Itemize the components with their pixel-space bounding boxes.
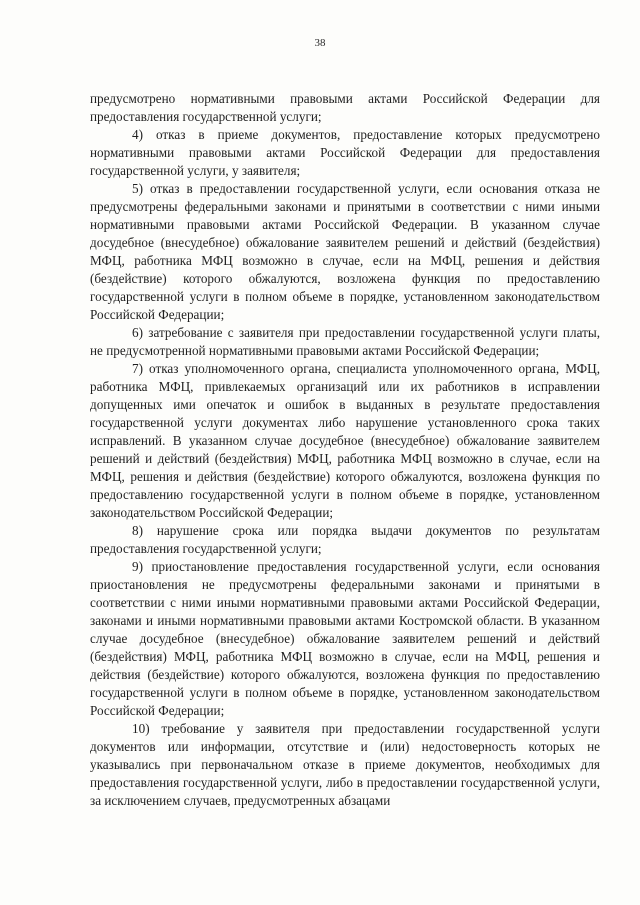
paragraph: 5) отказ в предоставлении государственной услуги, если основания отказа не предусмотрены федеральными законами и принятыми в соответствии с ними иными нормативными правовыми актами Российской Федерации. В указанном случае досудебное (внесудебное) обжалование заявителем решений и действий (бездействия) МФЦ, работника МФЦ возможно в случае, если на МФЦ, решения и действия (бездействие) которого обжалуются, возложена функция по предоставлению государственной услуги в полном объеме в порядке, установленном законодательством Российской Федерации; bbox=[90, 181, 600, 322]
body-text bbox=[90, 90, 600, 810]
paragraph: предусмотрено нормативными правовыми актами Российской Федерации для предоставления государственной услуги; bbox=[90, 91, 600, 124]
paragraph: 4) отказ в приеме документов, предоставление которых предусмотрено нормативными правовыми актами Российской Федерации для предоставления государственной услуги, у заявителя; bbox=[90, 127, 600, 178]
paragraph: 6) затребование с заявителя при предоставлении государственной услуги платы, не предусмотренной нормативными правовыми актами Российской Федерации; bbox=[90, 325, 600, 358]
paragraph: 9) приостановление предоставления государственной услуги, если основания приостановления не предусмотрены федеральными законами и принятыми в соответствии с ними иными нормативными правовыми актами Российской Федерации, законами и иными нормативными правовыми актами Костромской области. В указанном случае досудебное (внесудебное) обжалование заявителем решений и действий (бездействия) МФЦ, работника МФЦ возможно в случае, если на МФЦ, решения и действия (бездействие) которого обжалуются, возложена функция по предоставлению государственной услуги в полном объеме в порядке, установленном законодательством Российской Федерации; bbox=[90, 559, 600, 718]
page-number: 38 bbox=[314, 37, 326, 49]
paragraph: 10) требование у заявителя при предоставлении государственной услуги документов или информации, отсутствие и (или) недостоверность которых не указывались при первоначальном отказе в приеме документов, необходимых для предоставления государственной услуги, либо в предоставлении государственной услуги, за исключением случаев, предусмотренных абзацами bbox=[90, 721, 600, 808]
paragraph: 7) отказ уполномоченного органа, специалиста уполномоченного органа, МФЦ, работника МФЦ, привлекаемых организаций или их работников в исправлении допущенных ими опечаток и ошибок в выданных в результате предоставления государственной услуги документах либо нарушение установленного срока таких исправлений. В указанном случае досудебное (внесудебное) обжалование заявителем решений и действий (бездействия) МФЦ, работника МФЦ возможно в случае, если на МФЦ, решения и действия (бездействие) которого обжалуются, возложена функция по предоставлению государственной услуги в полном объеме в порядке, установленном законодательством Российской Федерации; bbox=[90, 361, 600, 520]
paragraph: 8) нарушение срока или порядка выдачи документов по результатам предоставления государственной услуги; bbox=[90, 523, 600, 556]
